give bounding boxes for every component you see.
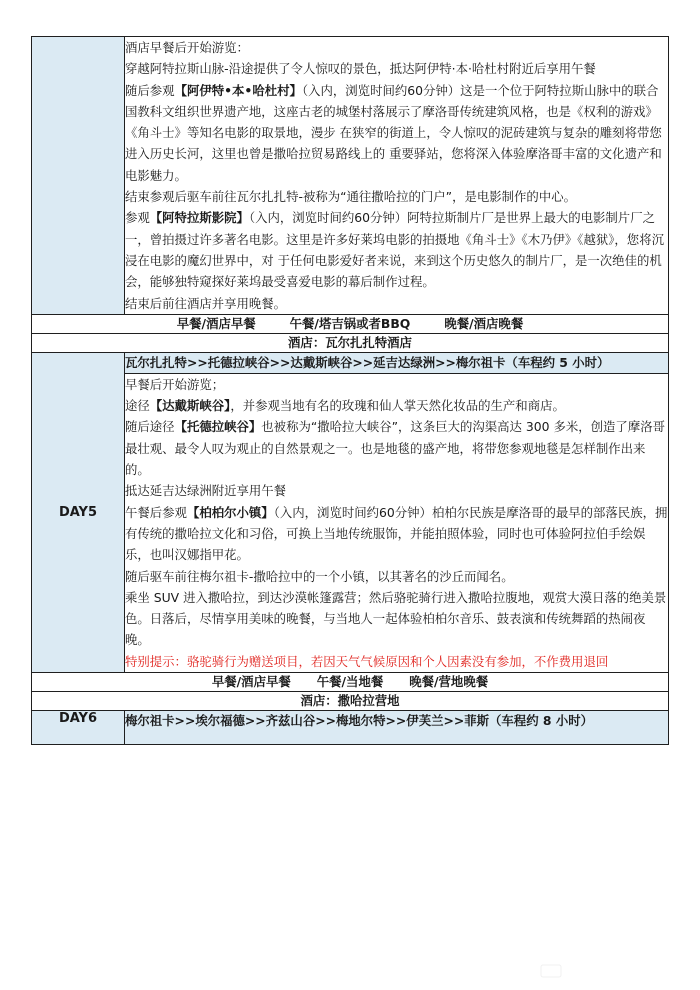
day5-suv-paragraph: 乘坐 SUV 进入撒哈拉，到达沙漠帐篷露营；然后骆驼骑行进入撒哈拉腹地，观赏大漠日落的绝美景色。日落后，尽情享用美味的晚餐，与当地人一起体验柏柏尔音乐、鼓表演和传统舞蹈的热闹夜晚。 bbox=[125, 589, 667, 648]
day5-berber-paragraph: 午餐后参观【柏柏尔小镇】（入内，浏览时间约60分钟）柏柏尔民族是摩洛哥的最早的部落民族，拥有传统的撒哈拉文化和习俗，可换上当地传统服饰，并能拍照体验，同时也可体验阿拉伯手绘娱乐，也叫汉娜指甲花。 bbox=[125, 504, 668, 563]
day5-dinner: 晚餐/营地晚餐 bbox=[409, 674, 489, 690]
todra-gorge-name: 【托德拉峡谷】 bbox=[174, 419, 262, 435]
day4-after-ait: 结束参观后驱车前往瓦尔扎扎特-被称为“通往撒哈拉的门户”，是电影制作的中心。 bbox=[125, 189, 576, 205]
day4-drive-line: 穿越阿特拉斯山脉-沿途提供了令人惊叹的景色，抵达阿伊特·本·哈杜村附近后享用午餐 bbox=[125, 61, 596, 77]
watermark-icon bbox=[540, 964, 562, 978]
day5-description bbox=[125, 373, 669, 672]
day5-hotel-row bbox=[32, 692, 669, 711]
itinerary-table bbox=[31, 36, 669, 745]
day4-end-line: 结束后前往酒店并享用晚餐。 bbox=[125, 295, 287, 311]
day4-meals bbox=[32, 314, 669, 333]
day5-dades-paragraph: 途径【达戴斯峡谷】，并参观当地有名的玫瑰和仙人掌天然化妆品的生产和商店。 bbox=[125, 398, 565, 414]
day4-studio-paragraph: 参观【阿特拉斯影院】（入内，浏览时间约60分钟）阿特拉斯制片厂是世界上最大的电影制片厂之一，曾拍摄过许多著名电影。这里是许多好莱坞电影的拍摄地《角斗士》《木乃伊》《越狱》，您将沉浸在电影的魔幻世界中，对 于任何电影爱好者来说，来到这个历史悠久的制片厂，是一次绝佳的机会，能够独特窥探好莱坞最受喜爱电影的幕后制作过程。 bbox=[125, 210, 664, 290]
day6-route: 梅尔祖卡>>埃尔福德>>齐兹山谷>>梅地尔特>>伊芙兰>>菲斯（车程约 8 小时） bbox=[125, 711, 669, 745]
day5-hotel: 酒店：撒哈拉营地 bbox=[32, 692, 669, 711]
day4-ait-paragraph: 随后参观【阿伊特•本•哈杜村】（入内，浏览时间约60分钟）这是一个位于阿特拉斯山脉中的联合国教科文组织世界遗产地，这座古老的城堡村落展示了摩洛哥传统建筑风格，也是《权利的游戏》《角斗士》等知名电影的取景地，漫步 在狭窄的街道上，令人惊叹的泥砖建筑与复杂的雕刻将带您进入历史长河，这里也曾是撒哈拉贸易路线上的 重要驿站，您将深入体验摩洛哥丰富的文化遗产和电影魅力。 bbox=[125, 82, 662, 183]
day5-lunch-line: 抵达延吉达绿洲附近享用午餐 bbox=[125, 483, 287, 499]
day4-intro: 酒店早餐后开始游览： bbox=[125, 40, 249, 55]
day4-description bbox=[125, 37, 669, 315]
ait-ben-haddou-name: 【阿伊特•本•哈杜村】 bbox=[174, 82, 302, 98]
day4-content-row bbox=[32, 37, 669, 315]
day5-route: 瓦尔扎扎特>>托德拉峡谷>>达戴斯峡谷>>延吉达绿洲>>梅尔祖卡（车程约 5 小时） bbox=[125, 352, 669, 373]
day5-label: DAY5 bbox=[32, 352, 125, 672]
day4-dinner: 晚餐/酒店晚餐 bbox=[444, 315, 524, 331]
day4-hotel: 酒店：瓦尔扎扎特酒店 bbox=[32, 333, 669, 352]
day4-breakfast: 早餐/酒店早餐 bbox=[176, 315, 256, 331]
day5-merzouga-line: 随后驱车前往梅尔祖卡-撒哈拉中的一个小镇，以其著名的沙丘而闻名。 bbox=[125, 568, 514, 584]
day5-lunch: 午餐/当地餐 bbox=[316, 674, 384, 690]
day5-todra-paragraph: 随后途径【托德拉峡谷】也被称为“撒哈拉大峡谷”，这条巨大的沟渠高达 300 多米，创造了摩洛哥最壮观、最令人叹为观止的自然景观之一。也是地毯的盛产地，将带您参观地毯是怎样制作出来的。 bbox=[125, 419, 665, 478]
day4-hotel-row bbox=[32, 333, 669, 352]
day6-route-row bbox=[32, 711, 669, 745]
day5-route-row bbox=[32, 352, 669, 373]
atlas-studio-name: 【阿特拉斯影院】 bbox=[149, 210, 249, 226]
day6-label: DAY6 bbox=[32, 711, 125, 745]
day5-content-row bbox=[32, 373, 669, 672]
day5-meals-row bbox=[32, 673, 669, 692]
dades-gorge-name: 【达戴斯峡谷】 bbox=[149, 398, 231, 414]
day4-lunch: 午餐/塔吉锅或者BBQ bbox=[289, 315, 411, 331]
day5-breakfast: 早餐/酒店早餐 bbox=[211, 674, 291, 690]
day5-special-notice: 特别提示：骆驼骑行为赠送项目，若因天气气候原因和个人因素没有参加，不作费用退回 bbox=[125, 653, 609, 669]
day4-label-cell bbox=[32, 37, 125, 315]
day4-meals-row bbox=[32, 314, 669, 333]
day5-meals bbox=[32, 673, 669, 692]
day5-intro: 早餐后开始游览； bbox=[125, 376, 225, 392]
berber-town-name: 【柏柏尔小镇】 bbox=[186, 504, 274, 520]
